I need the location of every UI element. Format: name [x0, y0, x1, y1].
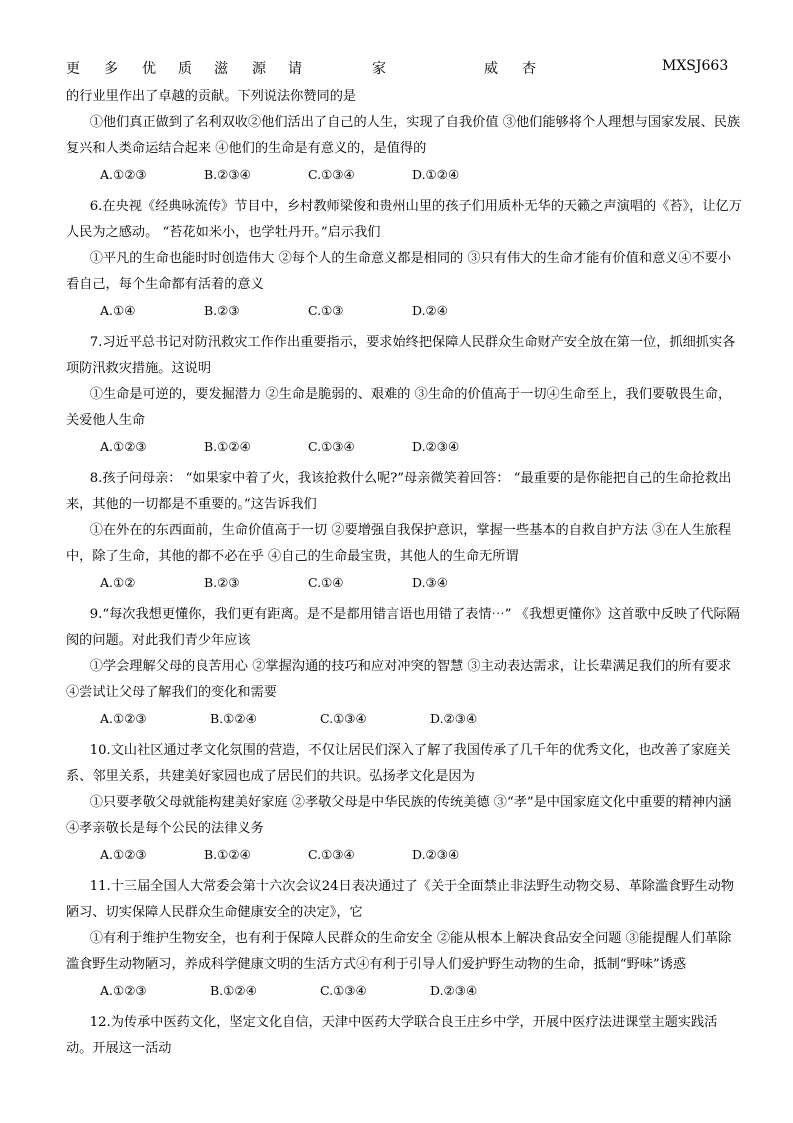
answer-option: C.①③④ [308, 167, 355, 182]
header-char: 请 [288, 61, 302, 77]
question-text: ①他们真正做到了名利双收②他们活出了自己的人生，实现了自我价值 ③他们能够将个人理想与国家发展、民族复兴和人类命运结合起来 ④他们的生命是有意义的，是值得的 [66, 115, 741, 156]
answer-option: D.③④ [412, 575, 448, 590]
answer-options [66, 842, 742, 868]
answer-option: B.①②④ [210, 711, 257, 726]
answer-option: A.①②③ [100, 711, 147, 726]
answer-options [66, 978, 742, 1004]
answer-options [66, 434, 742, 460]
answer-option: A.①② [100, 575, 136, 590]
header-char: 源 [252, 61, 266, 77]
answer-option: C.①③④ [320, 983, 367, 998]
page-header [66, 58, 729, 80]
answer-option: A.①②③ [100, 847, 147, 862]
answer-option: B.②③ [204, 303, 240, 318]
question-text: 的行业里作出了卓越的贡献。下列说法你赞同的是 [66, 89, 357, 104]
header-char: 滋 [214, 61, 228, 77]
question-stem: 7.习近平总书记对防汛救灾工作作出重要指示，要求始终把保障人民群众生命财产安全放在第一位，抓细抓实各项防汛救灾措施。这说明 [66, 335, 736, 376]
question-stem: 6.在央视《经典咏流传》节目中，乡村教师梁俊和贵州山里的孩子们用质朴无华的天籁之声演唱的《苔》，让亿万人民为之感动。 “苔花如米小，也学牡丹开。”启示我们 [66, 199, 742, 240]
header-char: 家 [372, 61, 386, 77]
answer-option: A.①②③ [100, 983, 147, 998]
answer-options [66, 298, 742, 324]
answer-option: C.①③④ [308, 439, 355, 454]
question-text: ①有利于维护生物安全，也有利于保障人民群众的生命安全 ②能从根本上解决食品安全问题 ③能提醒人们革除滥食野生动物陋习，养成科学健康文明的生活方式④有利于引导人们爱护野生动物的生命，抵制“野味”诱惑 [66, 931, 732, 972]
question-text: ①生命是可逆的，要发掘潜力 ②生命是脆弱的、艰难的 ③生命的价值高于一切④生命至上，我们要敬畏生命，关爱他人生命 [66, 387, 732, 428]
header-char: 优 [142, 61, 156, 77]
answer-option: D.②③④ [412, 439, 460, 454]
answer-option: B.②③ [204, 575, 240, 590]
header-code: MXSJ663 [662, 58, 729, 74]
answer-option: B.①②④ [204, 439, 251, 454]
header-char: 杏 [522, 61, 536, 77]
answer-option: B.①②④ [204, 847, 251, 862]
header-char: 多 [104, 61, 118, 77]
answer-option: D.②③④ [412, 847, 460, 862]
question-text: ①平凡的生命也能时时创造伟大 ②每个人的生命意义都是相同的 ③只有伟大的生命才能有价值和意义④不要小看自己，每个生命都有活着的意义 [66, 251, 732, 292]
question-content [66, 84, 742, 1062]
question-text: ①学会理解父母的良苦用心 ②掌握沟通的技巧和应对冲突的智慧 ③主动表达需求，让长辈满足我们的所有要求 ④尝试让父母了解我们的变化和需要 [66, 659, 732, 700]
answer-option: D.①②④ [412, 167, 460, 182]
answer-option: B.②③④ [204, 167, 251, 182]
answer-option: C.①③④ [308, 847, 355, 862]
header-char: 威 [484, 61, 498, 77]
question-text: ①在外在的东西面前，生命价值高于一切 ②要增强自我保护意识，掌握一些基本的自救自护方法 ③在人生旅程中，除了生命，其他的都不必在乎 ④自己的生命最宝贵，其他人的生命无所谓 [66, 523, 732, 564]
header-char: 质 [178, 61, 192, 77]
answer-option: C.①④ [308, 575, 344, 590]
answer-options [66, 706, 742, 732]
answer-option: D.②③④ [430, 711, 478, 726]
question-stem: 8.孩子问母亲： “如果家中着了火，我该抢救什么呢?”母亲微笑着回答： “最重要的是你能把自己的生命抢救出来，其他的一切都是不重要的。”这告诉我们 [66, 471, 732, 512]
answer-option: A.①④ [100, 303, 136, 318]
question-stem: 11.十三届全国人大常委会第十六次会议24日表决通过了《关于全面禁止非法野生动物交易、革除滥食野生动物陋习、切实保障人民群众生命健康安全的决定》，它 [66, 879, 735, 920]
answer-option: C.①③④ [320, 711, 367, 726]
answer-option: B.①②④ [210, 983, 257, 998]
question-stem: 9.“每次我想更懂你，我们更有距离。是不是都用错言语也用错了表情⋯” 《我想更懂你》这首歌中反映了代际隔阂的问题。对此我们青少年应该 [66, 607, 740, 648]
answer-options [66, 570, 742, 596]
answer-option: C.①③ [308, 303, 344, 318]
header-char: 更 [66, 61, 80, 77]
question-stem: 10.文山社区通过孝文化氛围的营造，不仅让居民们深入了解了我国传承了几千年的优秀文化，也改善了家庭关系、邻里关系，共建美好家园也成了居民们的共识。弘扬孝文化是因为 [66, 743, 731, 784]
answer-options [66, 162, 742, 188]
question-stem: 12.为传承中医药文化，坚定文化自信，天津中医药大学联合良王庄乡中学，开展中医疗法进课堂主题实践活动。开展这一活动 [66, 1015, 718, 1056]
answer-option: D.②④ [412, 303, 448, 318]
answer-option: D.②③④ [430, 983, 478, 998]
answer-option: A.①②③ [100, 439, 147, 454]
question-text: ①只要孝敬父母就能构建美好家庭 ②孝敬父母是中华民族的传统美德 ③“孝”是中国家庭文化中重要的精神内涵 ④孝亲敬长是每个公民的法律义务 [66, 795, 732, 836]
answer-option: A.①②③ [100, 167, 147, 182]
